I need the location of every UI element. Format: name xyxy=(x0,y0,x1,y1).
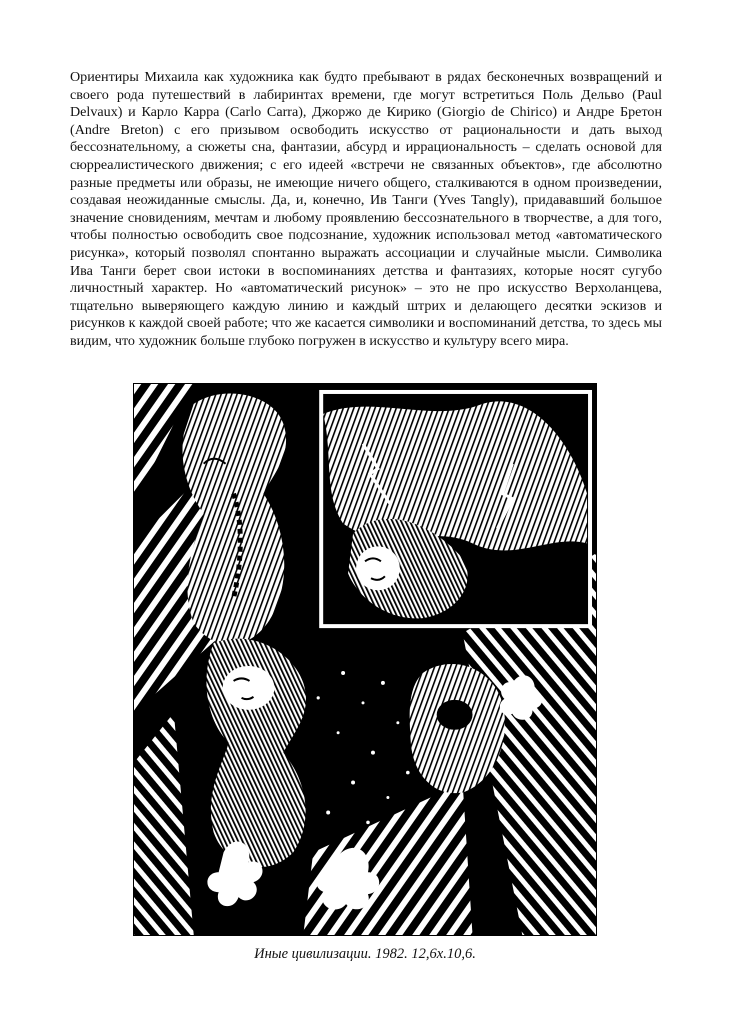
body-paragraph: Ориентиры Михаила как художника как будто пребывают в рядах бесконечных возвращений и своего рода путешествий в лабиринтах времени, где могут встретиться Поль Дельво (Paul Delvaux) и Карло Карра (Carlo Carra), Джоржо де Кирико (Giorgio de Chirico) и Андре Бретон (Andre Breton) с его призывом освободить искусство от рациональности и дать выход бессознательному, а сюжеты сна, фантазии, абсурд и иррациональность – сделать основой для сюрреалистического движения; с его идеей «встречи не связанных объектов», где абсолютно разные предметы или образы, не имеющие ничего общего, сталкиваются в одном произведении, создавая неожиданные смыслы. Да, и, конечно, Ив Танги (Yves Tangly), придававший большое значение сновидениям, мечтам и любому проявлению бессознательного в творчестве, а для того, чтобы полностью освободить свое подсознание, художник использовал метод «автоматического рисунка», который позволял спонтанно выражать ассоциации и случайные мысли. Символика Ива Танги берет свои истоки в воспоминаниях детства и фантазиях, которые носят сугубо личностный характер. Но «автоматический рисунок» – это не про искусство Верхоланцева, тщательно выверяющего каждую линию и каждый штрих и делающего десятки эскизов и рисунков к каждой своей работе; что же касается символики и воспоминаний детства, то здесь мы видим, что художник больше глубоко погружен в искусство и культуру всего мира. xyxy=(70,69,662,349)
artwork-illustration xyxy=(133,383,597,936)
artwork-caption: Иные цивилизации. 1982. 12,6х.10,6. xyxy=(254,946,476,962)
linocut-engraving xyxy=(134,384,596,935)
body-text xyxy=(70,69,662,351)
